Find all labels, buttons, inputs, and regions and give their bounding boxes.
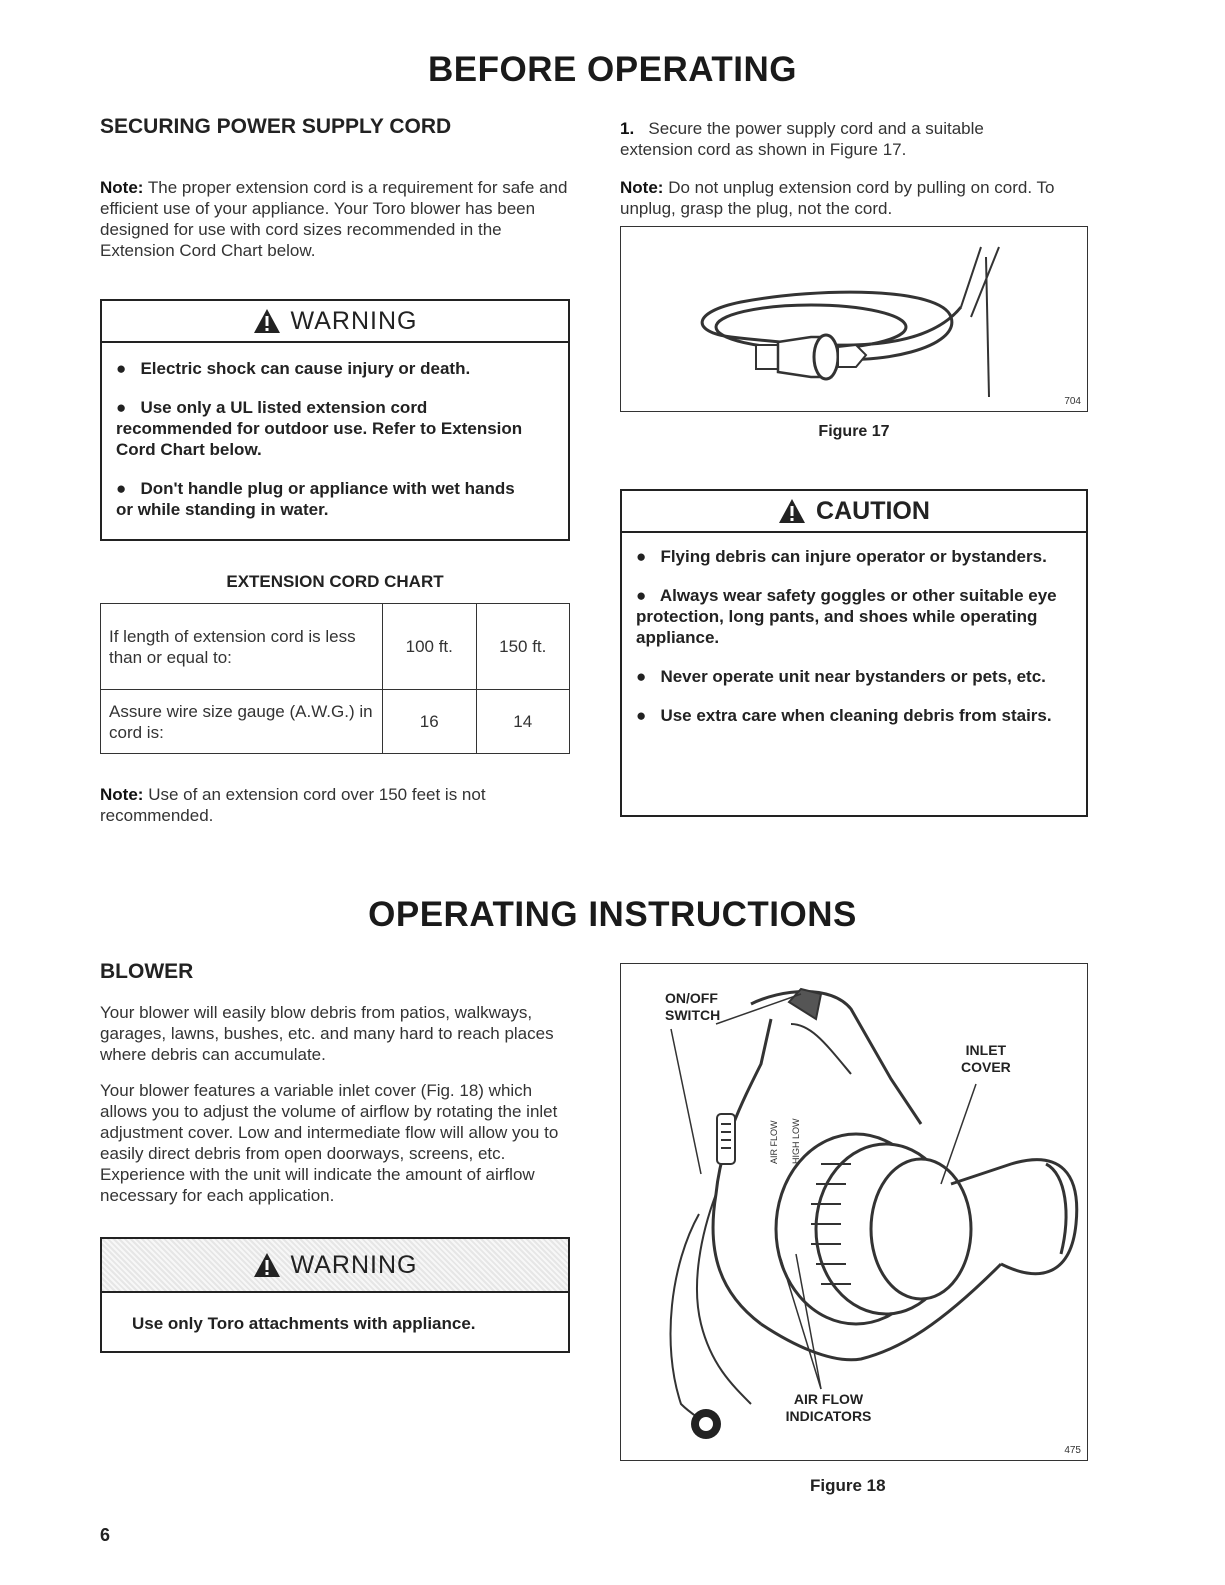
chart-title: EXTENSION CORD CHART	[226, 572, 444, 591]
note-text: Use of an extension cord over 150 feet is not recommended.	[100, 785, 486, 825]
warning-title: WARNING	[290, 1250, 418, 1279]
figure-17	[620, 226, 1088, 412]
label-flow-side: AIR FLOW	[769, 1120, 779, 1164]
caution-item: ● Always wear safety goggles or other suitable eye protection, long pants, and shoes while operating appliance.	[636, 586, 1057, 647]
section-heading-cord: SECURING POWER SUPPLY CORD	[100, 115, 452, 138]
label-air-flow-indicators: AIR FLOW INDICATORS	[785, 1391, 872, 1424]
table-cell: 100 ft.	[383, 604, 477, 690]
page-number: 6	[100, 1525, 111, 1545]
warning-title: WARNING	[290, 306, 418, 335]
warning-item: ● Electric shock can cause injury or death.	[116, 359, 471, 378]
warning-text: Use only Toro attachments with appliance.	[132, 1314, 476, 1333]
page-title: BEFORE OPERATING	[427, 50, 798, 89]
table-cell: 16	[383, 690, 477, 754]
caution-item: ● Flying debris can injure operator or bystanders.	[636, 547, 1047, 566]
blower-illustration	[621, 964, 1087, 1460]
figure-17-caption: Figure 17	[818, 423, 890, 440]
blower-para-1: Your blower will easily blow debris from patios, walkways, garages, lawns, bushes, etc. and many hard to reach places where debris can accumulate.	[100, 1003, 554, 1064]
label-inlet-cover: INLET COVER	[961, 1042, 1011, 1075]
step-1	[620, 118, 1060, 160]
warning-header	[102, 301, 568, 343]
warning-item: ● Use only a UL listed extension cord recommended for outdoor use. Refer to Extension Cord Chart below.	[116, 398, 523, 459]
table-cell: Assure wire size gauge (A.W.G.) in cord is:	[101, 690, 383, 754]
table-row	[101, 604, 570, 690]
step-number: 1.	[620, 119, 635, 138]
caution-header	[622, 491, 1086, 533]
table-cell: 150 ft.	[476, 604, 570, 690]
figure-18-caption: Figure 18	[810, 1476, 886, 1495]
warning-box-electric	[100, 299, 570, 541]
extension-cord-chart	[100, 603, 570, 754]
table-cell: If length of extension cord is less than or equal to:	[101, 604, 383, 690]
cord-note	[100, 177, 570, 261]
warning-header	[102, 1239, 568, 1293]
table-cell: 14	[476, 690, 570, 754]
note-label: Note:	[100, 785, 144, 804]
blower-para-2: Your blower features a variable inlet cover (Fig. 18) which allows you to adjust the volume of airflow by rotating the inlet adjustment cover. Low and intermediate flow will allow you to easily direct debris from open doorways, screens, etc. Experience with the unit will indicate the amount of airflow necessary for each application.	[100, 1081, 559, 1205]
caution-item: ● Use extra care when cleaning debris from stairs.	[636, 706, 1052, 725]
step-text: Secure the power supply cord and a suitable extension cord as shown in Figure 17.	[620, 119, 984, 159]
table-row	[101, 690, 570, 754]
figure-18	[620, 963, 1088, 1461]
note-label: Note:	[100, 178, 144, 197]
note-text: The proper extension cord is a requirement for safe and efficient use of your appliance. Your Toro blower has been designed for use with cord sizes recommended in the Extension Cord Chart below.	[100, 178, 568, 260]
label-on-off-switch: ON/OFF SWITCH	[665, 990, 721, 1023]
warning-item: ● Don't handle plug or appliance with wet hands or while standing in water.	[116, 479, 515, 519]
figure-code: 475	[1064, 1445, 1081, 1456]
caution-box	[620, 489, 1088, 817]
warning-triangle-icon	[253, 1252, 281, 1278]
warning-triangle-icon	[253, 308, 281, 334]
label-high-low: HIGH LOW	[791, 1118, 801, 1164]
unplug-note	[620, 177, 1070, 219]
caution-triangle-icon	[778, 498, 806, 524]
figure-code: 704	[1064, 396, 1081, 407]
note-label: Note:	[620, 178, 664, 197]
section-title-operating: OPERATING INSTRUCTIONS	[368, 895, 857, 934]
cord-plug-illustration	[621, 227, 1087, 411]
note-text: Do not unplug extension cord by pulling on cord. To unplug, grasp the plug, not the cord.	[620, 178, 1055, 218]
cord-note-2	[100, 784, 570, 826]
warning-box-attachments	[100, 1237, 570, 1353]
section-heading-blower: BLOWER	[100, 960, 194, 983]
caution-item: ● Never operate unit near bystanders or pets, etc.	[636, 667, 1046, 686]
caution-title: CAUTION	[816, 496, 930, 525]
